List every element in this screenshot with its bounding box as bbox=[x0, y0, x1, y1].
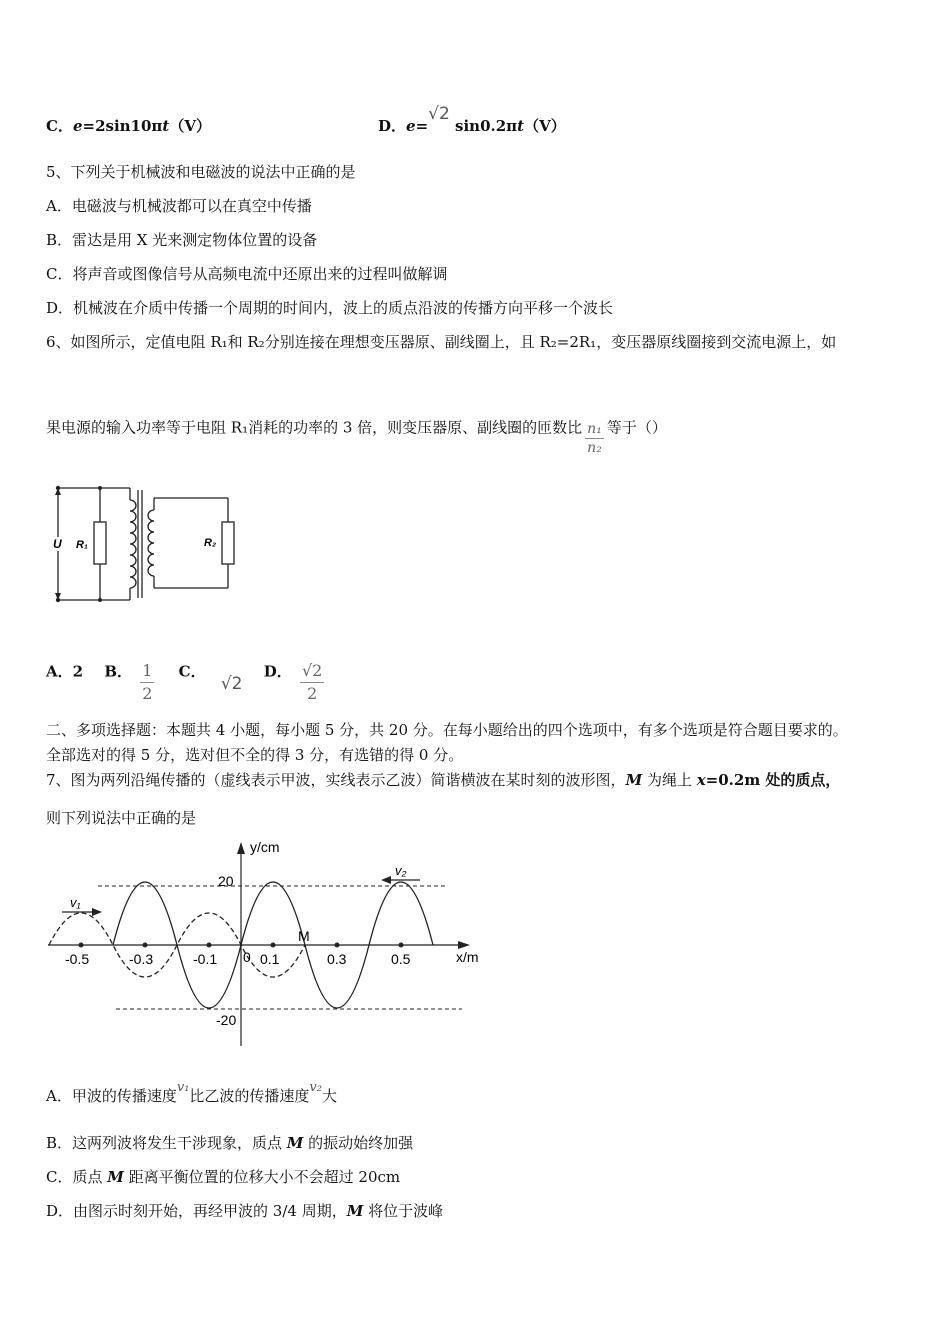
section2-instructions-line1: 二、多项选择题：本题共 4 小题，每小题 5 分，共 20 分。在每小题给出的四个选项中，有多个选项是符合题目要求的。 bbox=[46, 721, 848, 739]
q5-option-b: B．雷达是用 X 光来测定物体位置的设备 bbox=[46, 231, 318, 249]
voltage-label: U bbox=[53, 537, 62, 551]
q4-option-d: D．e=√2 sin0.2πt（V） bbox=[378, 104, 566, 135]
x-tick-label: 0.5 bbox=[391, 951, 411, 967]
q5-stem: 5、下列关于机械波和电磁波的说法中正确的是 bbox=[46, 163, 356, 181]
q5-option-c: C．将声音或图像信号从高频电流中还原出来的过程叫做解调 bbox=[46, 265, 448, 283]
point-m-label: M bbox=[298, 928, 310, 944]
x-axis-label: x/m bbox=[456, 949, 479, 965]
v1-label: v₁ bbox=[70, 895, 81, 910]
y-bottom-value: -20 bbox=[216, 1012, 237, 1028]
option-b-fraction: $\frac{1}{2}$ bbox=[142, 661, 153, 703]
q7-stem-line1: 7、图为两列沿绳传播的（虚线表示甲波，实线表示乙波）简谐横波在某时刻的波形图，M 为绳上 x=0.2m 处的质点， bbox=[46, 771, 841, 789]
x-tick-label: -0.1 bbox=[193, 951, 218, 967]
r2-label: R₂ bbox=[204, 537, 217, 549]
v2-label: v₂ bbox=[395, 863, 407, 878]
y-top-value: 20 bbox=[218, 873, 234, 889]
wave-graph bbox=[40, 838, 490, 1050]
q7-option-a: A．甲波的传播速度v₁比乙波的传播速度v₂大 bbox=[46, 1080, 337, 1105]
q7-option-b: B．这两列波将发生干涉现象，质点 M 的振动始终加强 bbox=[46, 1134, 414, 1152]
y-axis-label: y/cm bbox=[250, 839, 280, 855]
q5-option-a: A．电磁波与机械波都可以在真空中传播 bbox=[46, 197, 312, 215]
x-tick-label: -0.5 bbox=[65, 951, 90, 967]
q6-stem-line2: 果电源的输入功率等于电阻 R₁消耗的功率的 3 倍，则变压器原、副线圈的匝数比 $\frac{\text{n₁}}{\text{n₂}}$ 等于（） bbox=[46, 418, 667, 456]
x-tick-label: -0.3 bbox=[129, 951, 154, 967]
q7-stem-line2: 则下列说法中正确的是 bbox=[46, 809, 197, 827]
r1-label: R₁ bbox=[76, 539, 88, 551]
x-tick-label: 0.3 bbox=[327, 951, 347, 967]
transformer-circuit bbox=[46, 478, 261, 608]
q7-option-d: D．由图示时刻开始，再经甲波的 3/4 周期，M 将位于波峰 bbox=[46, 1202, 444, 1220]
r1-resistor bbox=[94, 522, 106, 564]
q5-option-d: D．机械波在介质中传播一个周期的时间内，波上的质点沿波的传播方向平移一个波长 bbox=[46, 299, 614, 317]
v2-symbol: v₂ bbox=[309, 1080, 322, 1095]
x-tick-label: 0.1 bbox=[260, 951, 280, 967]
r2-resistor bbox=[222, 522, 234, 564]
q6-stem-line1: 6、如图所示，定值电阻 R₁和 R₂分别连接在理想变压器原、副线圈上，且 R₂=2R₁，变压器原线圈接到交流电源上，如 bbox=[46, 333, 837, 351]
section2-instructions-line2: 全部选对的得 5 分，选对但不全的得 3 分，有选错的得 0 分。 bbox=[46, 746, 464, 764]
q7-option-c: C．质点 M 距离平衡位置的位移大小不会超过 20cm bbox=[46, 1168, 401, 1186]
q6-options: A．2 B． $\frac{1}{2}$ C． √2 D． $\frac{√2}{2}$ bbox=[46, 661, 323, 703]
option-c-sqrt: √2 bbox=[220, 673, 243, 694]
v1-symbol: v₁ bbox=[176, 1080, 190, 1095]
option-d-fraction: $\frac{√2}{2}$ bbox=[301, 661, 323, 703]
sqrt-two: √2 bbox=[428, 104, 450, 124]
origin-label: 0 bbox=[243, 949, 251, 965]
q4-option-c: C．e=2sin10πt（V） bbox=[46, 117, 211, 135]
turns-ratio: $\frac{\text{n₁}}{\text{n₂}}$ bbox=[587, 421, 602, 456]
